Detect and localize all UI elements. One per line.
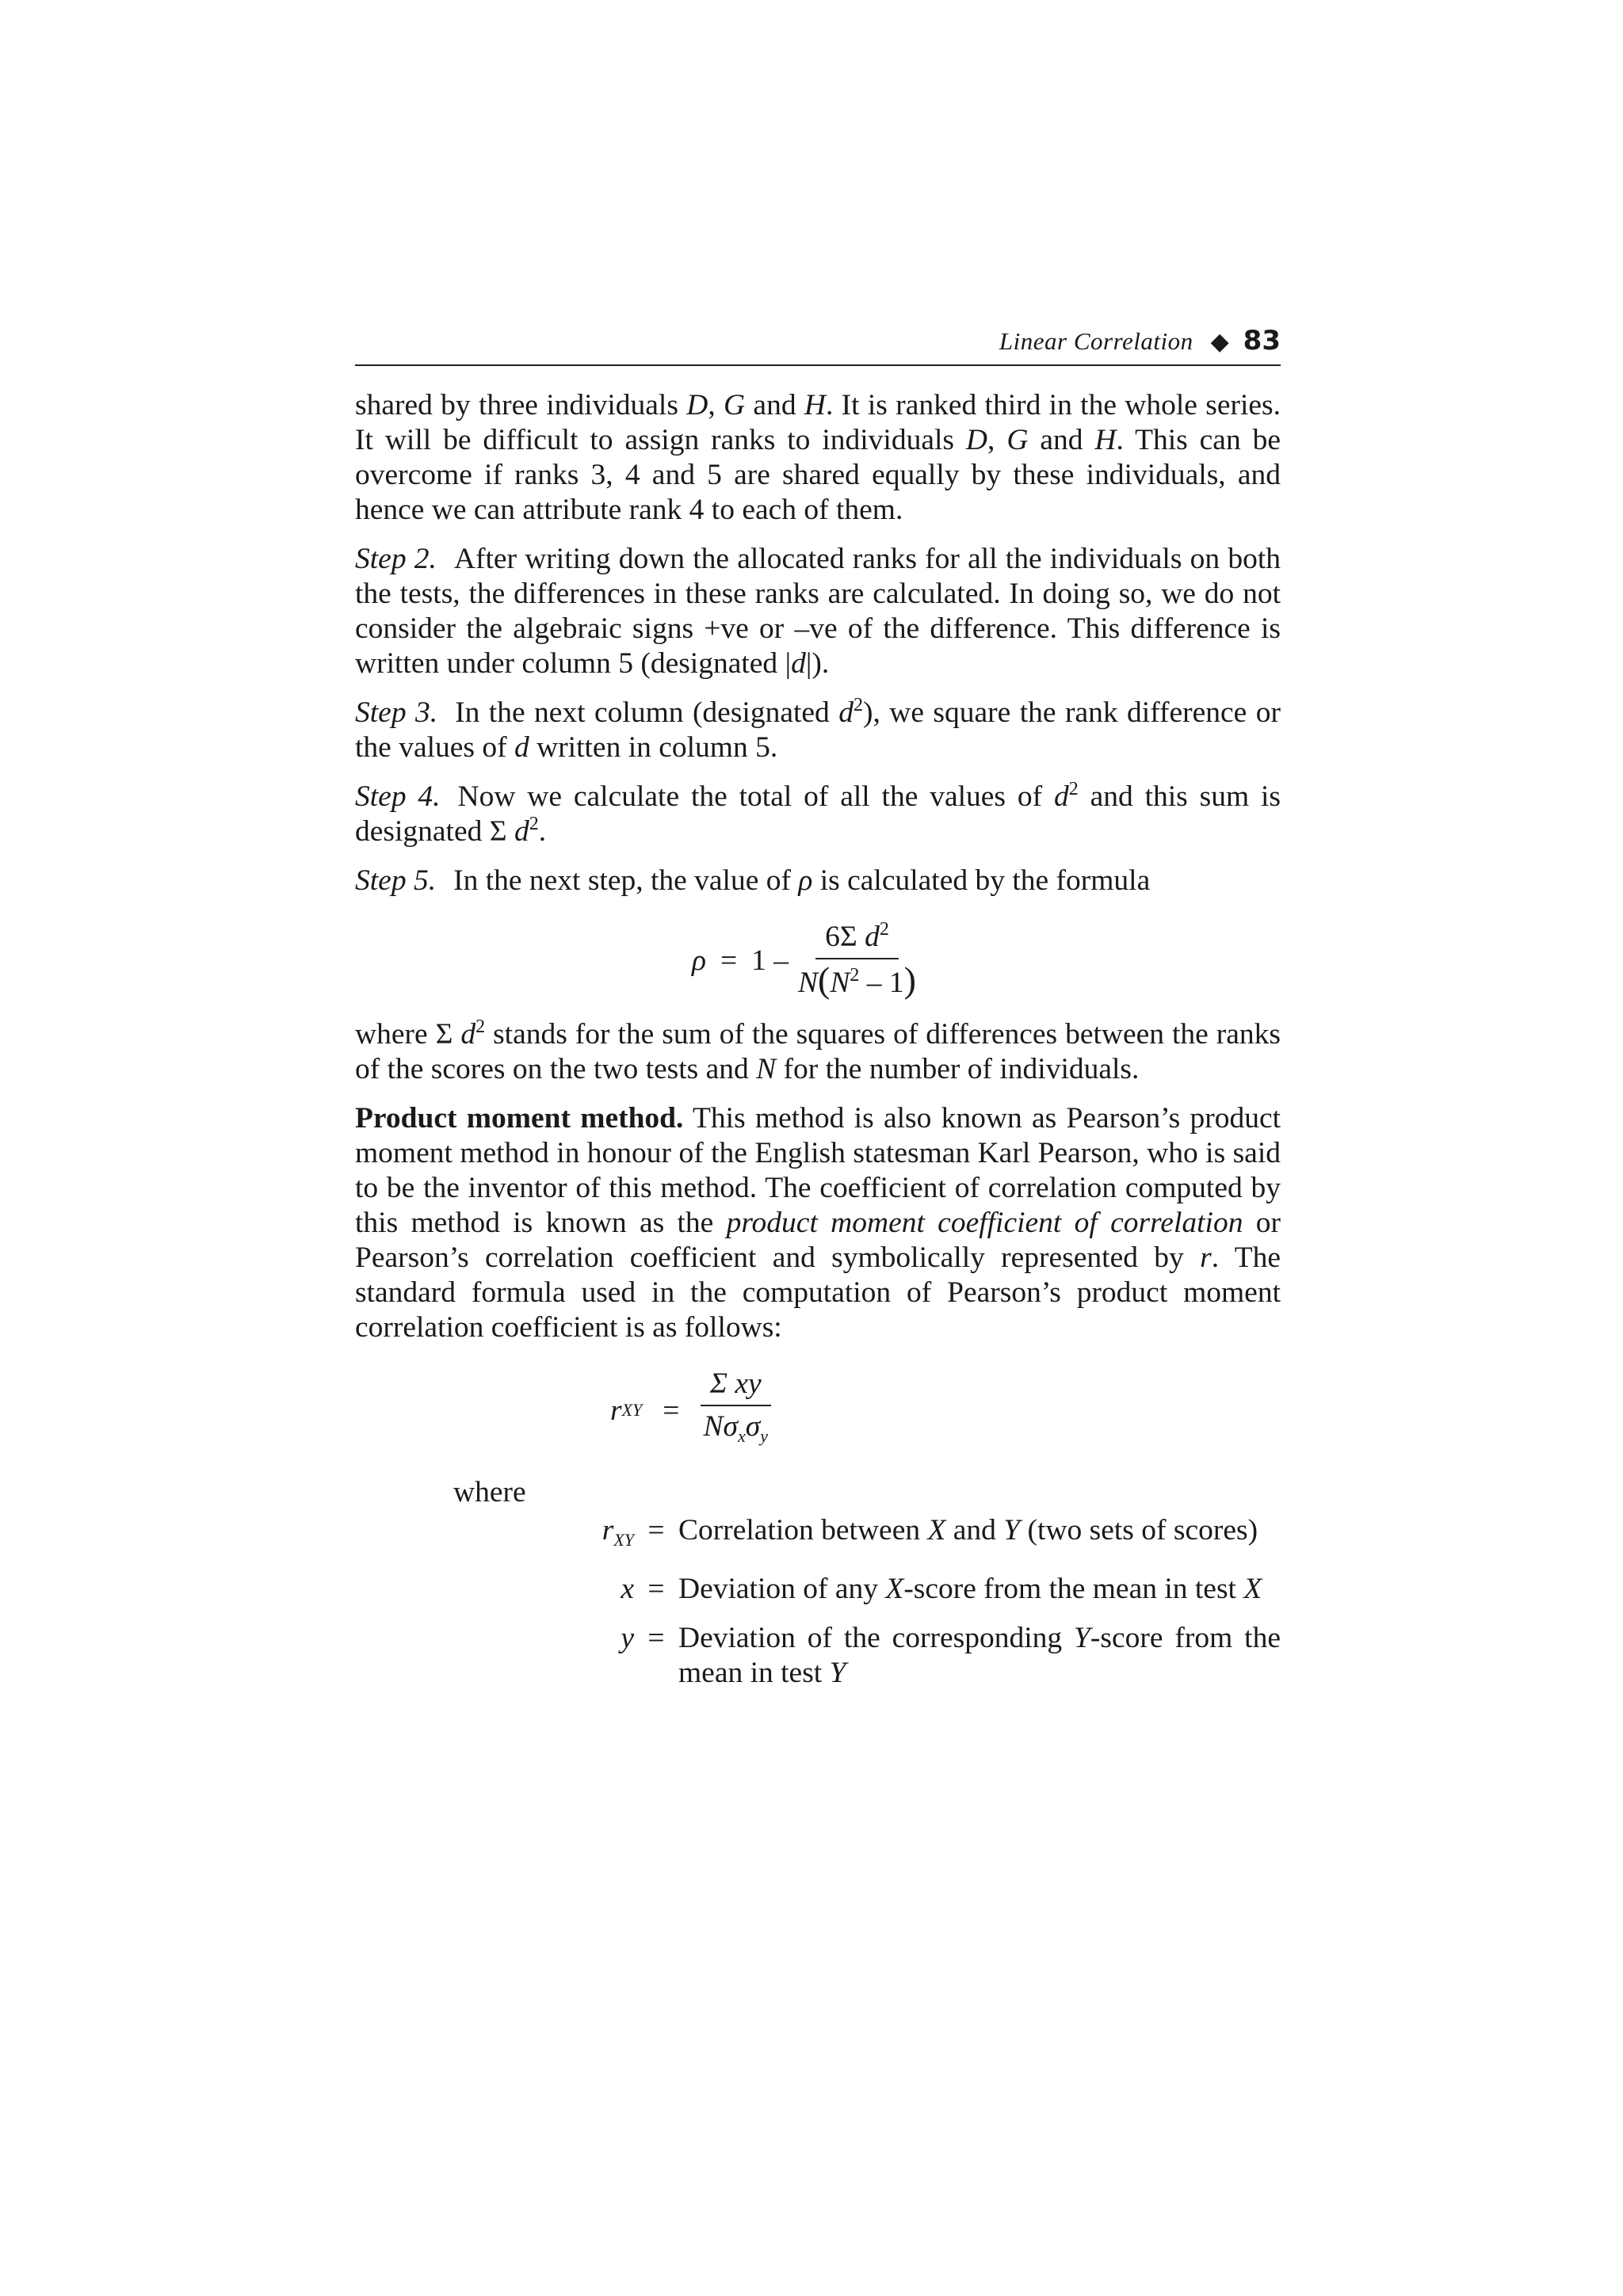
book-page — [355, 325, 1281, 1705]
product-moment-heading: Product moment method. — [355, 1102, 684, 1135]
paragraph-step-5: Step 5. In the next step, the value of ρ is calculated by the formula — [355, 864, 1151, 897]
paragraph-step-4: Step 4. Now we calculate the total of all the values of $d^2$ and this sum is designated Σ $d^2$. — [355, 779, 1281, 848]
step-3-label: Step 3. — [355, 696, 438, 729]
where-label: where — [453, 1476, 526, 1508]
definition-y: y = Deviation of the corresponding Y-score from the mean in test Y — [621, 1622, 1281, 1689]
pearson-fraction: $\frac{\text{Σ xy}}{N\sigma_x\sigma_y}$ — [693, 1368, 777, 1452]
paragraph-where-sum: where Σ $d^2$ stands for the sum of the squares of differences between the ranks of the scores on the two tests and N for the number of individuals. — [355, 1016, 1281, 1085]
definition-x: x = Deviation of any X-score from the mean in test X — [621, 1573, 1262, 1605]
running-head-title: Linear Correlation — [999, 327, 1193, 355]
paragraph-ranks: shared by three individuals D, G and H. It is ranked third in the whole series. It will be difficult to assign ranks to individuals D, G and H. This can be overcome if ranks 3, 4 and 5 are shared equally by these individuals, and hence we can attribute rank 4 to each of them. — [355, 389, 1281, 526]
step-2-label: Step 2. — [355, 543, 437, 575]
definitions-list — [355, 1513, 1281, 1691]
page-number: 83 — [1243, 325, 1281, 357]
step-4-label: Step 4. — [355, 780, 441, 813]
diamond-icon: ◆ — [1210, 329, 1229, 355]
spearman-formula: ρ = 1 – $\frac{6\Sigma d^2}{N(N^2 - 1)}$ — [355, 921, 1281, 1000]
rho-symbol: ρ — [692, 944, 706, 977]
paragraph-step-2: Step 2. After writing down the allocated ranks for all the individuals on both the tests, the differences in these ranks are calculated. In doing so, we do not consider the algebraic signs +ve or –ve of the difference. This difference is written under column 5 (designated |d|). — [355, 543, 1281, 680]
step-5-label: Step 5. — [355, 864, 437, 897]
definition-rxy: $r_{XY}$ = Correlation between X and Y (two sets of scores) — [601, 1514, 1258, 1550]
paragraph-step-3: Step 3. In the next column (designated $d^2$), we square the rank difference or the values of d written in column 5. — [355, 695, 1281, 764]
running-head — [355, 325, 1281, 366]
pearson-formula: r XY = $\frac{\text{Σ xy}}{N\sigma_x\sigma_y}$ — [355, 1369, 1281, 1451]
paragraph-product-moment: Product moment method. This method is also known as Pearson’s product moment method in honour of the English statesman Karl Pearson, who is said to be the inventor of this method. The coefficient of correlation computed by this method is known as the product moment coefficient of correlation or Pearson’s correlation coefficient and symbolically represented by r. The standard formula used in the computation of Pearson’s product moment correlation coefficient is as follows: — [355, 1102, 1281, 1344]
spearman-fraction: $\frac{6\Sigma d^2}{N(N^2 - 1)}$ — [798, 919, 916, 1000]
